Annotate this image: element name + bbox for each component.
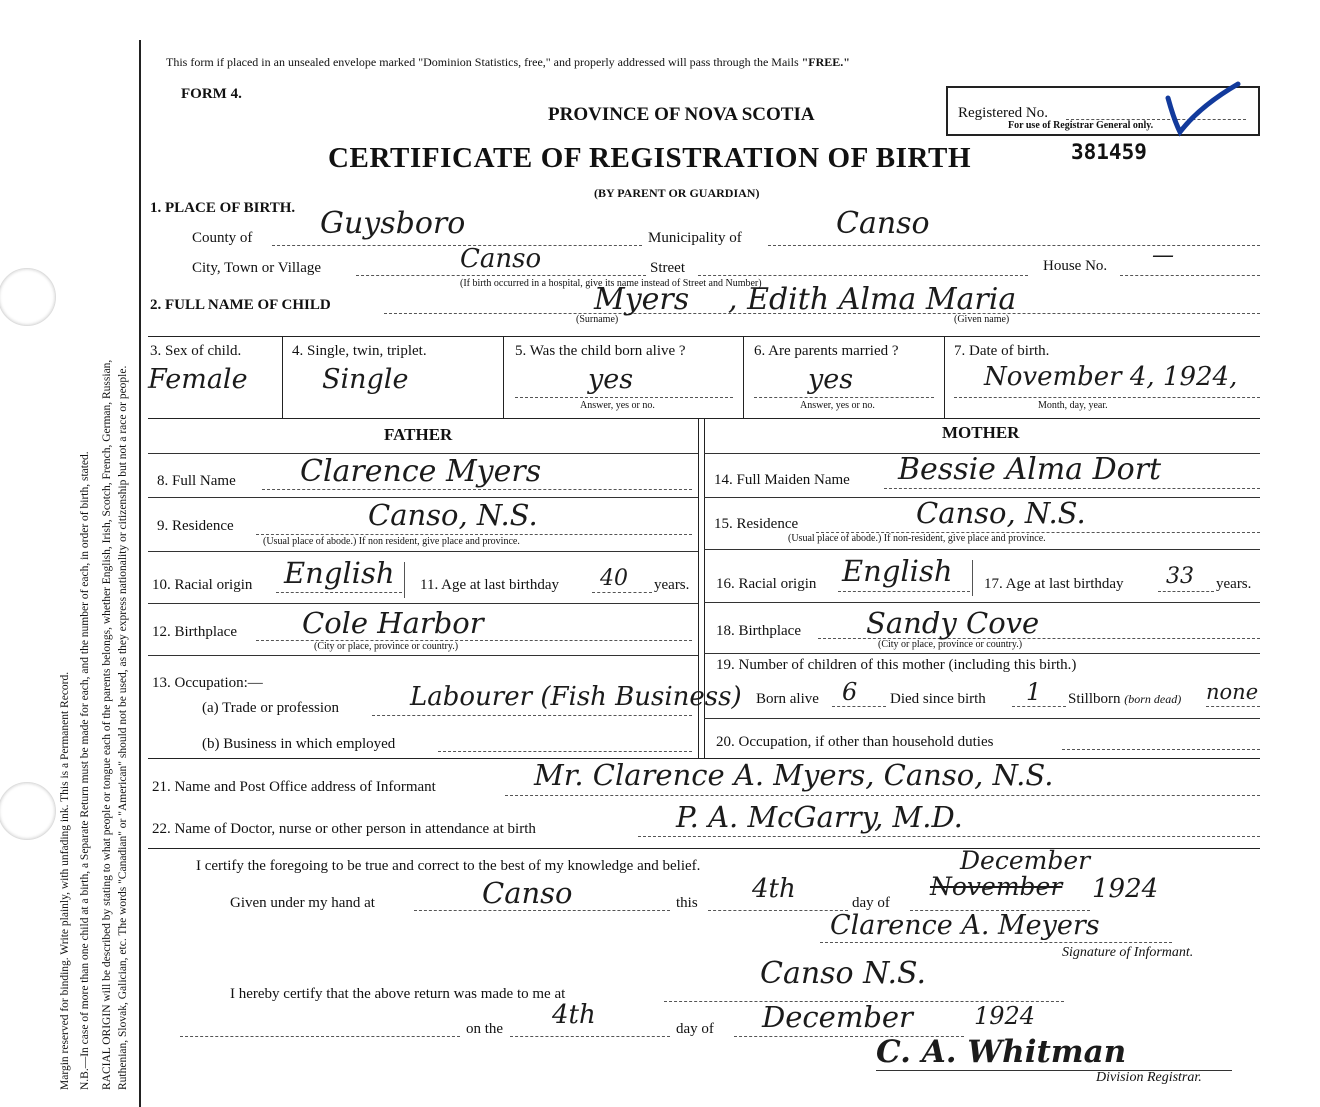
mother-birthplace-value: Sandy Cove	[866, 606, 1040, 640]
province-heading: PROVINCE OF NOVA SCOTIA	[548, 104, 815, 125]
plurality-value: Single	[322, 364, 409, 395]
day-of-label: day of	[852, 895, 890, 911]
informant-value: Mr. Clarence A. Myers, Canso, N.S.	[534, 758, 1054, 792]
trade-value: Labourer (Fish Business)	[410, 682, 742, 712]
place-of-birth-label: 1. PLACE OF BIRTH.	[150, 200, 296, 216]
margin-border	[139, 40, 141, 1107]
father-age-label: 11. Age at last birthday	[420, 577, 559, 593]
registered-label: Registered No.	[958, 105, 1048, 121]
registrar-statement: I hereby certify that the above return was made to me at	[230, 986, 566, 1002]
answer-note: Answer, yes or no.	[800, 400, 875, 411]
form-number: FORM 4.	[181, 86, 242, 102]
mother-age-value: 33	[1166, 564, 1194, 589]
father-occupation-label: 13. Occupation:—	[152, 675, 263, 691]
divider	[148, 336, 1260, 337]
informant-label: 21. Name and Post Office address of Informant	[152, 779, 436, 795]
born-alive-count-value: 6	[842, 678, 858, 706]
registrar-use-note: For use of Registrar General only.	[1008, 120, 1154, 131]
mother-birthplace-label: 18. Birthplace	[716, 623, 801, 639]
registrar-month: December	[762, 1000, 913, 1034]
given-at-place: Canso	[482, 876, 573, 910]
registrar-day: 4th	[552, 1000, 596, 1030]
city-value: Canso	[460, 244, 542, 274]
margin-note-1: Margin reserved for binding. Write plainly, with unfading ink. This is a Permanent Record.	[59, 671, 71, 1090]
street-note: (If birth occurred in a hospital, give its name instead of Street and Number)	[460, 278, 762, 289]
margin-note-4: Ruthenian, Slovak, Galician, etc. The words "Canadian" or "American" should not be used, as they express nationality or citizenship but not a race or people.	[117, 365, 129, 1090]
certificate-subtitle: (BY PARENT OR GUARDIAN)	[594, 186, 760, 200]
mother-heading: MOTHER	[942, 423, 1020, 442]
father-name-label: 8. Full Name	[157, 473, 236, 489]
city-label: City, Town or Village	[192, 260, 322, 276]
child-given-name: , Edith Alma Maria	[728, 282, 1017, 317]
registrar-signature: C. A. Whitman	[876, 1034, 1127, 1070]
informant-signature: Clarence A. Meyers	[830, 910, 1100, 941]
registrar-day-of-label: day of	[676, 1021, 714, 1037]
died-since-birth-value: 1	[1026, 678, 1042, 706]
margin-note-3: RACIAL ORIGIN will be described by stating to what people or tongue each of the parents belongs, whether English, Irish, Scotch, French, German, Russian,	[101, 359, 113, 1090]
this-label: this	[676, 895, 698, 911]
registrar-year: 1924	[974, 1002, 1036, 1030]
mother-occupation-label: 20. Occupation, if other than household duties	[716, 734, 994, 750]
sex-value: Female	[148, 364, 248, 395]
given-month-correction: December	[960, 846, 1091, 875]
father-years-label: years.	[654, 577, 690, 593]
mother-age-label: 17. Age at last birthday	[984, 576, 1124, 592]
stillborn-value: none	[1206, 680, 1259, 704]
died-since-birth-label: Died since birth	[890, 691, 986, 707]
mother-years-label: years.	[1216, 576, 1252, 592]
punch-hole	[0, 782, 56, 840]
house-number-label: House No.	[1043, 258, 1108, 274]
father-birthplace-label: 12. Birthplace	[152, 624, 237, 640]
father-residence-label: 9. Residence	[157, 518, 234, 534]
father-residence-value: Canso, N.S.	[368, 498, 538, 532]
parents-married-value: yes	[808, 364, 854, 395]
plurality-label: 4. Single, twin, triplet.	[292, 343, 427, 359]
given-name-note: (Given name)	[954, 314, 1010, 325]
parents-married-label: 6. Are parents married ?	[754, 343, 899, 359]
given-year: 1924	[1092, 874, 1159, 904]
trade-label: (a) Trade or profession	[202, 700, 340, 716]
given-month-struck: November	[930, 872, 1063, 901]
born-alive-value: yes	[588, 364, 634, 395]
date-format-note: Month, day, year.	[1038, 400, 1108, 411]
punch-hole	[0, 268, 56, 326]
father-race-label: 10. Racial origin	[152, 577, 253, 593]
certificate-title: CERTIFICATE OF REGISTRATION OF BIRTH	[328, 142, 972, 174]
doctor-label: 22. Name of Doctor, nurse or other person in attendance at birth	[152, 821, 536, 837]
answer-note: Answer, yes or no.	[580, 400, 655, 411]
doctor-value: P. A. McGarry, M.D.	[676, 800, 963, 834]
father-birthplace-note: (City or place, province or country.)	[314, 641, 459, 652]
county-label: County of	[192, 230, 253, 246]
mother-name-label: 14. Full Maiden Name	[714, 472, 850, 488]
children-count-label: 19. Number of children of this mother (including this birth.)	[716, 657, 1077, 673]
mother-residence-label: 15. Residence	[714, 516, 799, 532]
registrar-label: Division Registrar.	[1096, 1070, 1202, 1085]
given-day: 4th	[752, 874, 796, 904]
mother-residence-note: (Usual place of abode.) If non-resident, give place and province.	[788, 533, 1046, 544]
born-alive-count-label: Born alive	[756, 691, 819, 707]
sex-label: 3. Sex of child.	[150, 343, 242, 359]
born-alive-label: 5. Was the child born alive ?	[515, 343, 686, 359]
date-of-birth-value: November 4, 1924,	[984, 362, 1238, 392]
father-age-value: 40	[600, 566, 628, 591]
father-heading: FATHER	[384, 425, 453, 444]
child-name-label: 2. FULL NAME OF CHILD	[150, 297, 331, 313]
mail-notice: This form if placed in an unsealed envelope marked "Dominion Statistics, free," and properly addressed will pass through the Mails "FREE."	[166, 55, 850, 69]
father-birthplace-value: Cole Harbor	[302, 606, 484, 640]
registrar-place: Canso N.S.	[760, 956, 927, 991]
informant-signature-label: Signature of Informant.	[1062, 945, 1194, 960]
mother-race-value: English	[842, 554, 953, 588]
certify-statement: I certify the foregoing to be true and correct to the best of my knowledge and belief.	[196, 858, 701, 874]
county-value: Guysboro	[320, 206, 466, 241]
mother-race-label: 16. Racial origin	[716, 576, 817, 592]
child-surname: Myers	[594, 282, 690, 317]
date-of-birth-label: 7. Date of birth.	[954, 343, 1050, 359]
divider	[148, 848, 1260, 849]
father-race-value: English	[284, 556, 395, 590]
house-number-value: —	[1152, 243, 1174, 268]
given-at-label: Given under my hand at	[230, 895, 375, 911]
municipality-value: Canso	[836, 206, 930, 241]
mother-residence-value: Canso, N.S.	[916, 496, 1086, 530]
mother-birthplace-note: (City or place, province or country.)	[878, 639, 1023, 650]
business-label: (b) Business in which employed	[202, 736, 396, 752]
margin-note-2: N.B.—In case of more than one child at a birth, a Separate Return must be made for each, and the number of each, in order of birth, stated.	[79, 451, 91, 1090]
mother-name-value: Bessie Alma Dort	[898, 452, 1162, 487]
street-label: Street	[650, 260, 685, 276]
on-the-label: on the	[466, 1021, 504, 1037]
surname-note: (Surname)	[576, 314, 619, 325]
stillborn-label: Stillborn (born dead)	[1068, 691, 1182, 707]
municipality-label: Municipality of	[648, 230, 742, 246]
stamp-number: 381459	[1071, 140, 1147, 164]
checkmark-icon	[1160, 80, 1244, 144]
father-residence-note: (Usual place of abode.) If non resident, give place and province.	[263, 536, 520, 547]
father-name-value: Clarence Myers	[300, 454, 542, 489]
